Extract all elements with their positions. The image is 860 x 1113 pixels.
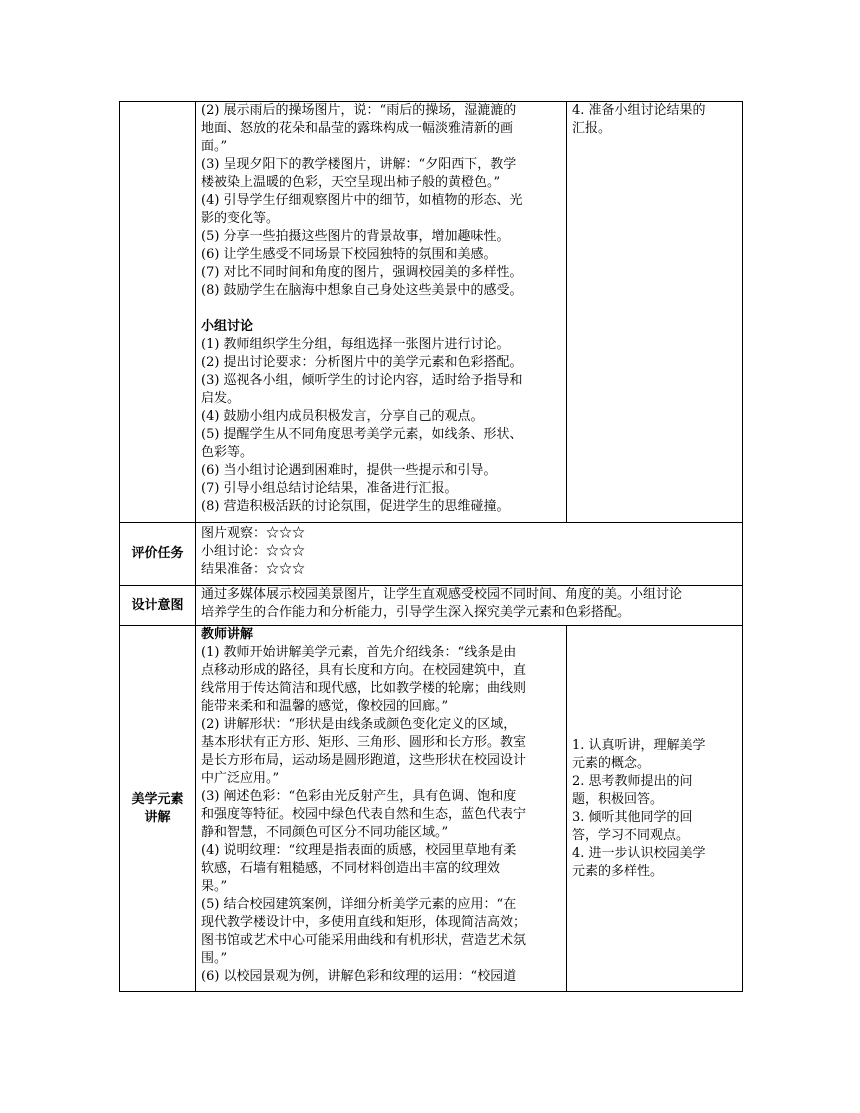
explanation-line: 和强度等特征。校园中绿色代表自然和生态，蓝色代表宁 — [201, 807, 527, 822]
explanation-line: 静和智慧，不同颜色可区分不同功能区域。” — [201, 825, 449, 840]
student-line: 答，学习不同观点。 — [572, 827, 690, 843]
explanation-line: 果。” — [201, 879, 228, 894]
student-line: 汇报。 — [572, 121, 612, 136]
activity-line: 面。” — [201, 139, 228, 154]
group-line: (5) 提醒学生从不同角度思考美学元素，如线条、形状、 — [201, 427, 523, 442]
explanation-line: 现代教学楼设计中，多使用直线和矩形，体现简洁高效； — [201, 915, 527, 930]
student-line: 元素的概念。 — [572, 755, 651, 771]
explanation-line: (3) 阐述色彩：“色彩由光反射产生，具有色调、饱和度 — [201, 789, 517, 804]
explanation-line: (4) 说明纹理：“纹理是指表面的质感，校园里草地有柔 — [201, 843, 517, 858]
spacer — [201, 300, 561, 318]
activity-student-cell — [567, 102, 743, 523]
activity-label-cell — [120, 102, 196, 523]
group-line: (8) 营造积极活跃的讨论氛围，促进学生的思维碰撞。 — [201, 499, 510, 514]
evaluation-content-cell — [196, 523, 743, 586]
group-line: (3) 巡视各小组，倾听学生的讨论内容，适时给予指导和 — [201, 373, 523, 388]
activity-line: (2) 展示雨后的操场图片，说：“雨后的操场，湿漉漉的 — [201, 103, 517, 118]
activity-line: (5) 分享一些拍摄这些图片的背景故事，增加趣味性。 — [201, 229, 510, 244]
group-line: 色彩等。 — [201, 445, 254, 460]
explanation-line: 中广泛应用。” — [201, 771, 280, 786]
student-line: 2. 思考教师提出的问 — [572, 773, 693, 789]
explanation-line: 围。” — [201, 951, 228, 966]
evaluation-line: 小组讨论：☆☆☆ — [201, 544, 306, 559]
group-line: (6) 当小组讨论遇到困难时，提供一些提示和引导。 — [201, 463, 497, 478]
aesthetics-row — [120, 626, 743, 992]
explanation-line: 是长方形布局，运动场是圆形跑道，这些形状在校园设计 — [201, 753, 527, 768]
activity-line: (6) 让学生感受不同场景下校园独特的氛围和美感。 — [201, 247, 497, 262]
student-line: 题，积极回答。 — [572, 791, 664, 807]
explanation-line: (2) 讲解形状：“形状是由线条或颜色变化定义的区域， — [201, 717, 517, 732]
group-line: (2) 提出讨论要求：分析图片中的美学元素和色彩搭配。 — [201, 355, 523, 370]
evaluation-line: 结果准备：☆☆☆ — [201, 562, 306, 577]
explanation-line: 软感，石墙有粗糙感，不同材料创造出丰富的纹理效 — [201, 861, 501, 876]
activity-line: (4) 引导学生仔细观察图片中的细节，如植物的形态、光 — [201, 193, 523, 208]
group-line: (4) 鼓励小组内成员积极发言，分享自己的观点。 — [201, 409, 484, 424]
design-intent-line: 培养学生的合作能力和分析能力，引导学生深入探究美学元素和色彩搭配。 — [201, 605, 631, 620]
explanation-line: 基本形状有正方形、矩形、三角形、圆形和长方形。教室 — [201, 735, 527, 750]
group-line: 启发。 — [201, 391, 241, 406]
student-line: 4. 准备小组讨论结果的 — [572, 103, 706, 118]
student-line: 4. 进一步认识校园美学 — [572, 845, 706, 861]
activity-main-cell — [196, 102, 567, 523]
explanation-line: (1) 教师开始讲解美学元素，首先介绍线条：“线条是由 — [201, 645, 517, 660]
explanation-line: 线常用于传达简洁和现代感，比如教学楼的轮廓；曲线则 — [201, 681, 527, 696]
activity-line: 地面、怒放的花朵和晶莹的露珠构成一幅淡雅清新的画 — [201, 121, 514, 136]
evaluation-label: 评价任务 — [120, 523, 196, 586]
design-intent-label: 设计意图 — [120, 586, 196, 626]
group-discussion-heading: 小组讨论 — [201, 319, 254, 334]
explanation-line: 图书馆或艺术中心可能采用曲线和有机形状，营造艺术氛 — [201, 933, 527, 948]
activity-observation-list — [201, 102, 561, 300]
evaluation-row — [120, 523, 743, 586]
aesthetics-main-cell — [196, 626, 567, 992]
group-discussion-list — [201, 336, 561, 516]
activity-line: (7) 对比不同时间和角度的图片，强调校园美的多样性。 — [201, 265, 523, 280]
design-intent-row — [120, 586, 743, 626]
activity-line: (8) 鼓励学生在脑海中想象自己身处这些美景中的感受。 — [201, 283, 523, 298]
lesson-plan-table — [119, 101, 743, 992]
explanation-line: (5) 结合校园建筑案例，详细分析美学元素的应用：“在 — [201, 897, 517, 912]
teacher-explanation-heading: 教师讲解 — [201, 627, 254, 642]
student-line: 元素的多样性。 — [572, 863, 664, 879]
explanation-line: 能带来柔和和温馨的感觉，像校园的回廊。” — [201, 699, 449, 714]
design-intent-content-cell — [196, 586, 743, 626]
group-line: (1) 教师组织学生分组，每组选择一张图片进行讨论。 — [201, 337, 510, 352]
teacher-explanation-list — [201, 644, 561, 986]
activity-line: 影的变化等。 — [201, 211, 280, 226]
aesthetics-label-line: 美学元素 — [131, 791, 184, 807]
evaluation-line: 图片观察：☆☆☆ — [201, 526, 306, 541]
activity-line: (3) 呈现夕阳下的教学楼图片，讲解：“夕阳西下，教学 — [201, 157, 517, 172]
aesthetics-student-cell — [567, 626, 743, 992]
explanation-line: (6) 以校园景观为例，讲解色彩和纹理的运用：“校园道 — [201, 969, 517, 984]
design-intent-line: 通过多媒体展示校园美景图片，让学生直观感受校园不同时间、角度的美。小组讨论 — [201, 587, 683, 602]
student-line: 1. 认真听讲，理解美学 — [572, 737, 706, 753]
activity-row — [120, 102, 743, 523]
aesthetics-label — [120, 626, 196, 992]
group-line: (7) 引导小组总结讨论结果，准备进行汇报。 — [201, 481, 458, 496]
student-line: 3. 倾听其他同学的回 — [572, 809, 693, 825]
explanation-line: 点移动形成的路径，具有长度和方向。在校园建筑中，直 — [201, 663, 527, 678]
activity-line: 楼被染上温暖的色彩，天空呈现出柿子般的黄橙色。” — [201, 175, 501, 190]
aesthetics-label-line: 讲解 — [144, 809, 171, 825]
